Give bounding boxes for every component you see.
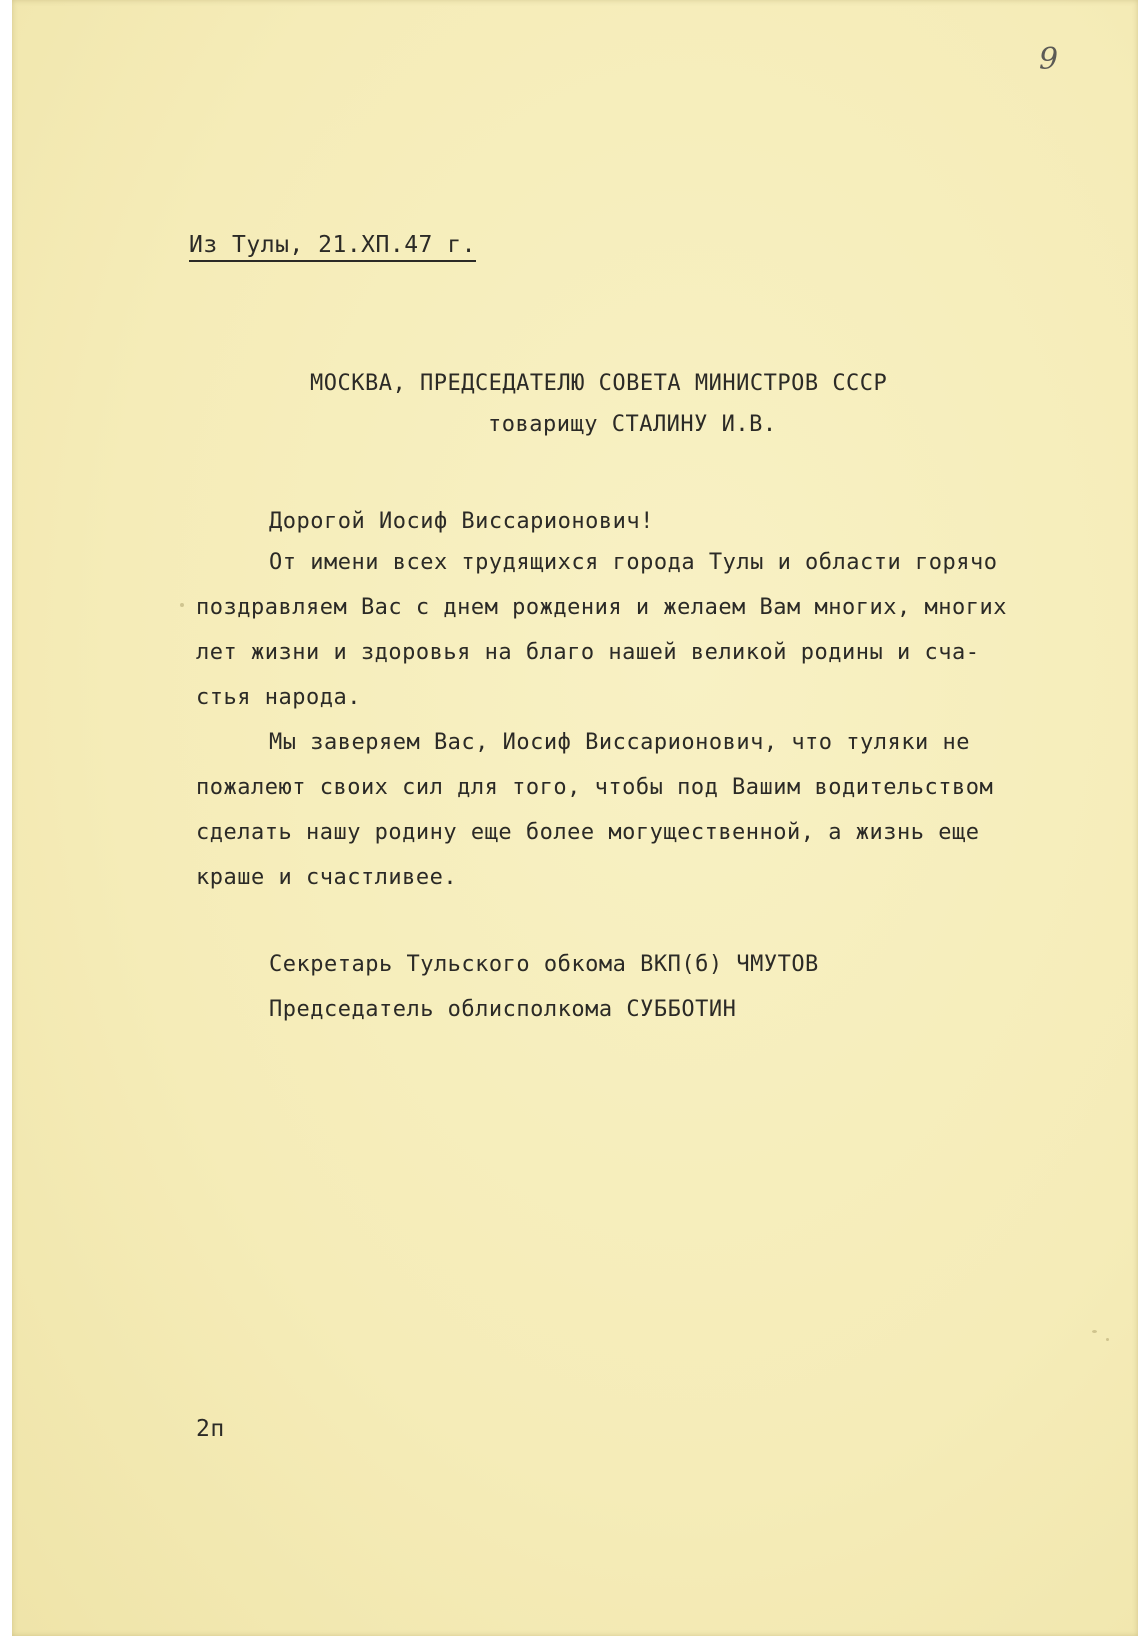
paper-speck [180, 603, 184, 607]
body-line: поздравляем Вас с днем рождения и желаем Вам многих, многих [196, 595, 1007, 620]
paper-speck [1106, 1338, 1109, 1341]
paper-speck [1092, 1330, 1097, 1333]
signature-line: Секретарь Тульского обкома ВКП(б) ЧМУТОВ [269, 952, 819, 977]
body-line: сделать нашу родину еще более могущественной, а жизнь еще [196, 820, 980, 845]
body-line: краше и счастливее. [196, 865, 458, 890]
body-line: пожалеют своих сил для того, чтобы под Вашим водительством [196, 775, 994, 800]
footer-code: 2п [196, 1416, 225, 1442]
body-line: От имени всех трудящихся города Тулы и области горячо [269, 550, 998, 575]
body-line: лет жизни и здоровья на благо нашей великой родины и сча- [196, 640, 980, 665]
address-line-1: МОСКВА, ПРЕДСЕДАТЕЛЮ СОВЕТА МИНИСТРОВ СССР [310, 371, 888, 396]
salutation: Дорогой Иосиф Виссарионович! [269, 509, 654, 534]
page-number: 9 [1039, 42, 1059, 77]
origin-line: Из Тулы, 21.ХП.47 г. [189, 232, 476, 262]
document-page [12, 0, 1138, 1636]
address-line-2: товарищу СТАЛИНУ И.В. [488, 412, 777, 437]
body-line: Мы заверяем Вас, Иосиф Виссарионович, что туляки не [269, 730, 971, 755]
signature-line: Председатель облисполкома СУББОТИН [269, 997, 737, 1022]
body-line: стья народа. [196, 685, 361, 710]
